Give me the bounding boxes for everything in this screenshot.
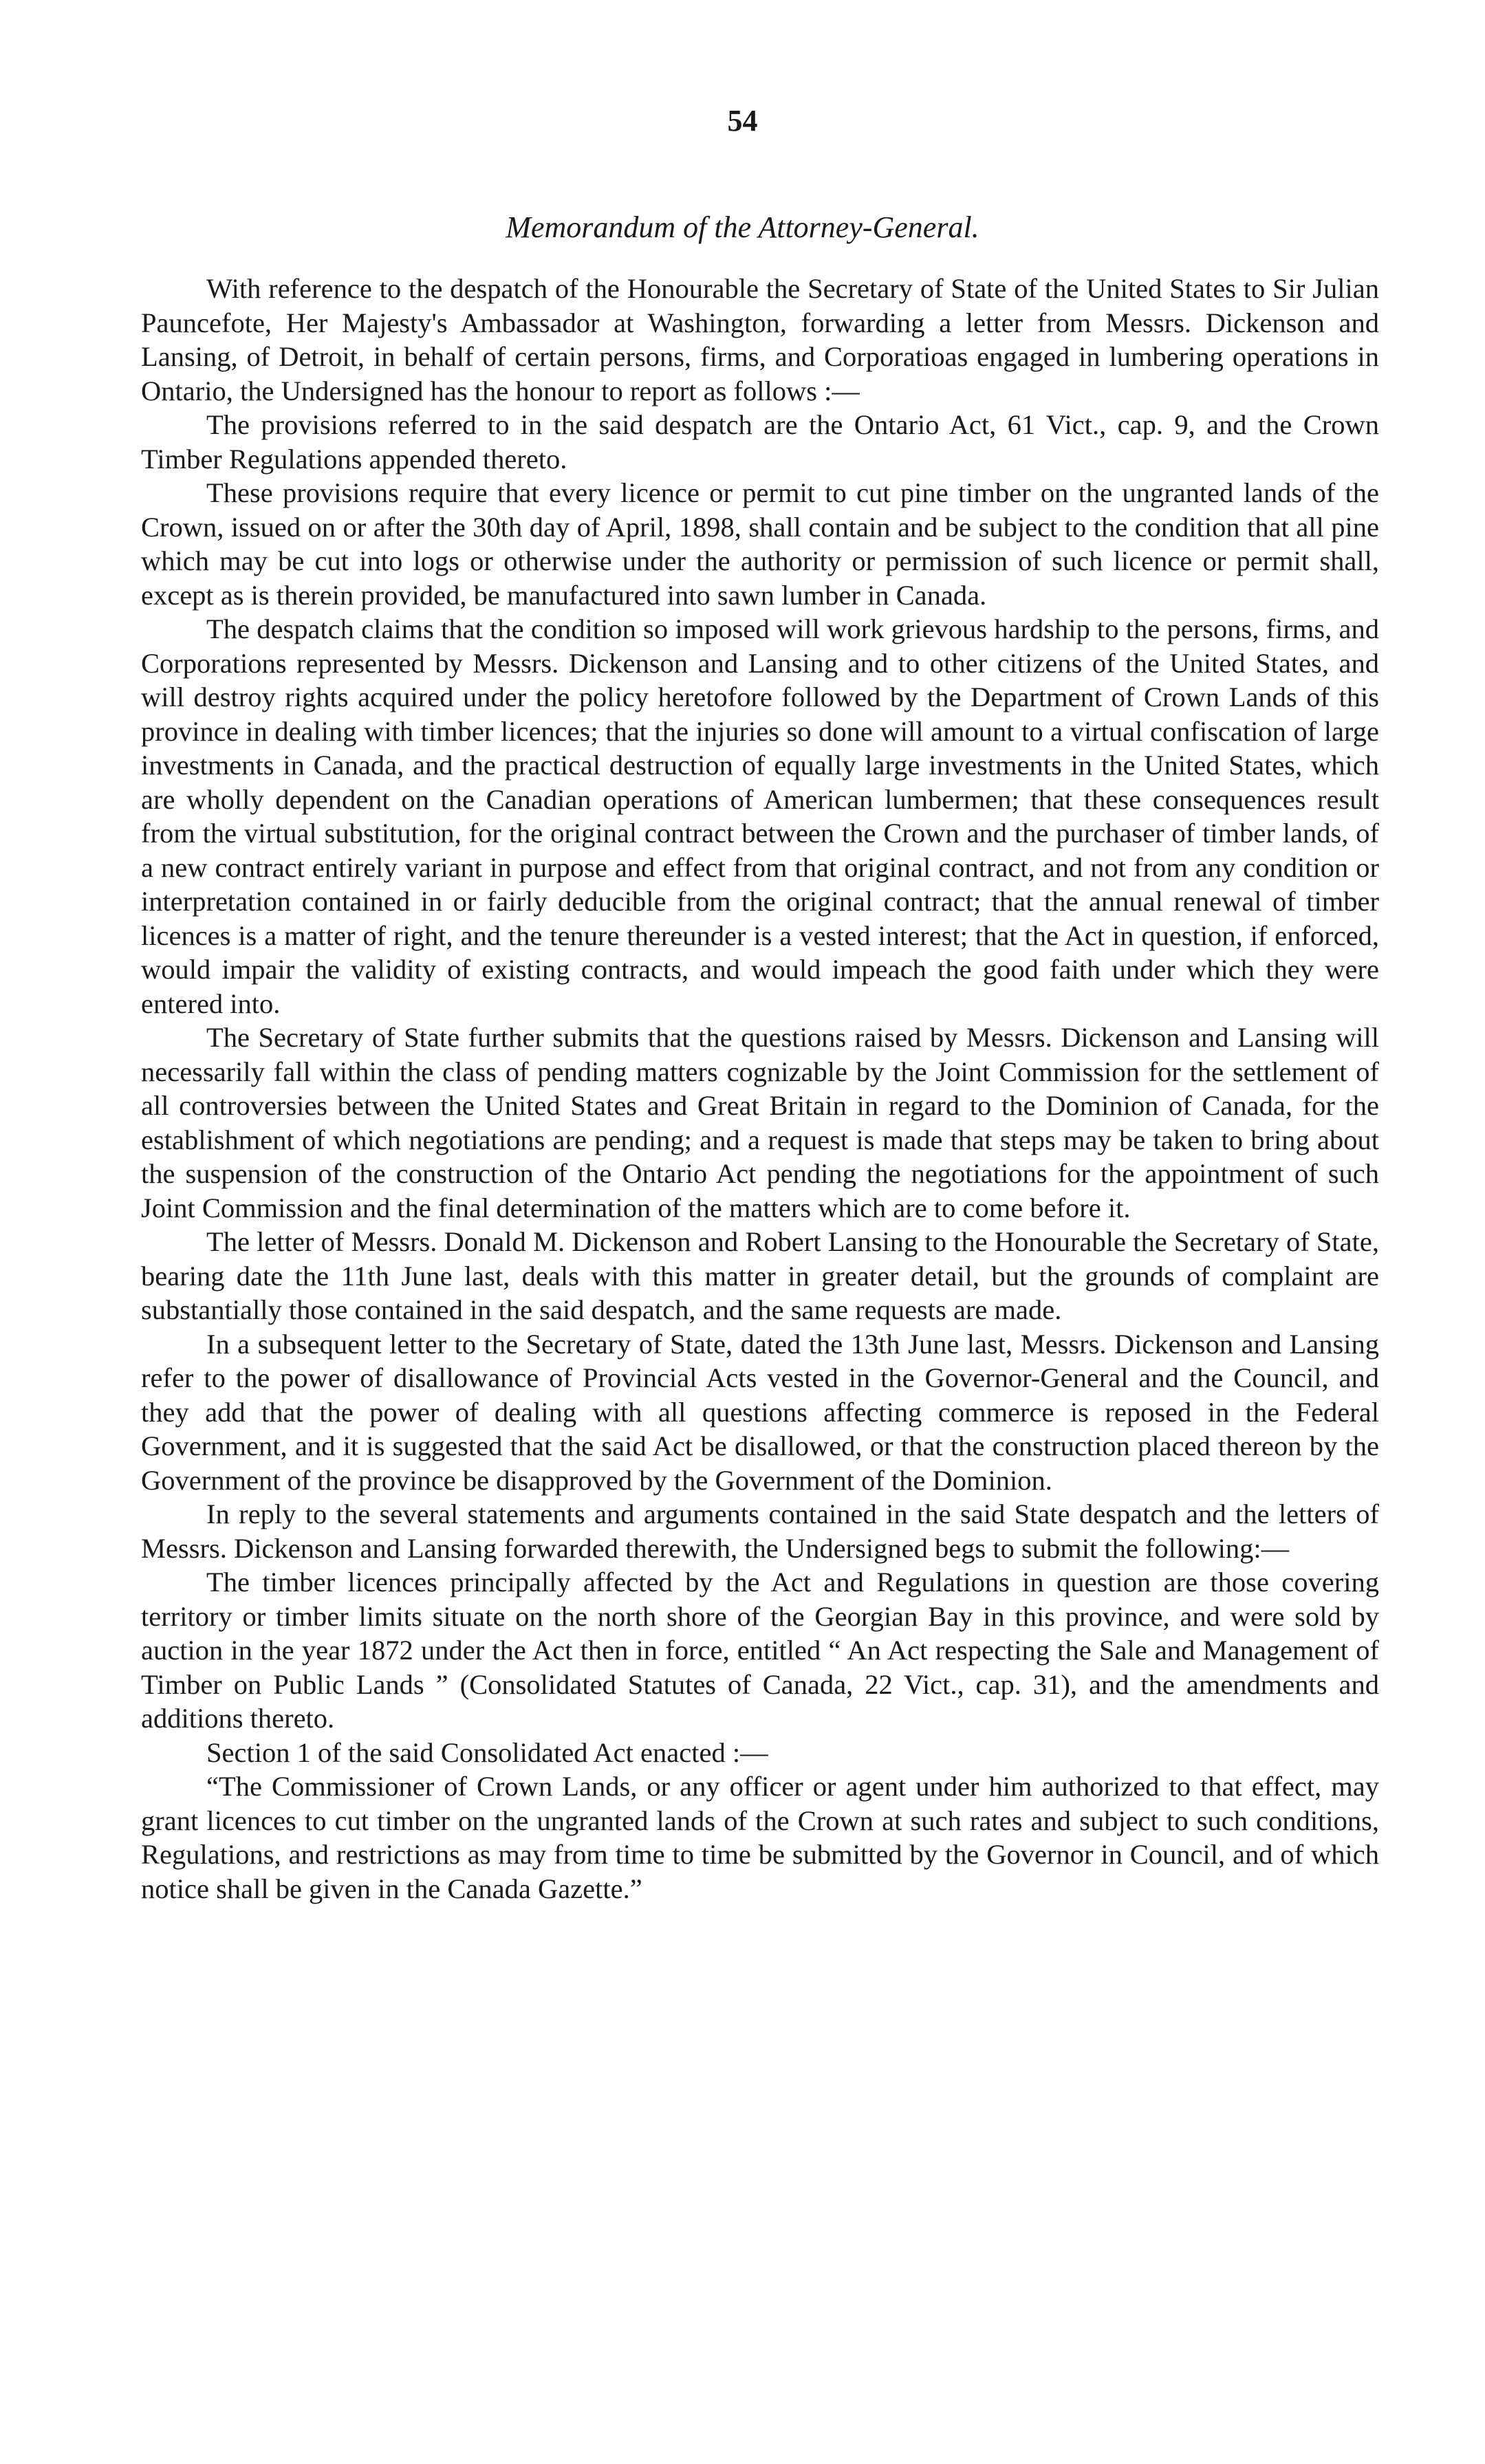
paragraph-joint-commission: The Secretary of State further submits that the questions raised by Messrs. Dickenson and Lansing will necessarily fall within the class of pending matters cognizable by the Joint Commission for the settlement of all controversies between the United States and Great Britain in regard to the Dominion of Canada, for the establishment of which negotiations are pending; and a request is made that steps may be taken to bring about the suspension of the construction of the Ontario Act pending the negotiations for the appointment of such Joint Commission and the final determination of the matters which are to come before it.: [141, 1022, 1379, 1223]
memorandum-heading: Memorandum of the Attorney-General.: [506, 210, 979, 244]
page-number: 54: [727, 104, 758, 138]
paragraph-intro: With reference to the despatch of the Honourable the Secretary of State of the United States to Sir Julian Pauncefote, Her Majesty's Ambassador at Washington, forwarding a letter from Messrs. Dickenson and Lansing, of Detroit, in behalf of certain persons, firms, and Corporatioas engaged in lumbering operations in Ontario, the Undersigned has the honour to report as follows :—: [141, 273, 1379, 406]
paragraph-quoted-enactment: “The Commissioner of Crown Lands, or any officer or agent under him authorized to that effect, may grant licences to cut timber on the ungranted lands of the Crown at such rates and subject to such conditions, Regulations, and restrictions as may from time to time be submitted by the Governor in Council, and of which notice shall be given in the Canada Gazette.”: [141, 1771, 1379, 1904]
paragraph-timber-licences: The timber licences principally affected by the Act and Regulations in question are those covering territory or timber limits situate on the north shore of the Georgian Bay in this province, and were sold by auction in the year 1872 under the Act then in force, entitled “ An Act respecting the Sale and Management of Timber on Public Lands ” (Consolidated Statutes of Canada, 22 Vict., cap. 31), and the amendments and additions thereto.: [141, 1567, 1379, 1734]
paragraph-letter-11th-june: The letter of Messrs. Donald M. Dickenson and Robert Lansing to the Honourable the Secretary of State, bearing date the 11th June last, deals with this matter in greater detail, but the grounds of complaint are substantially those contained in the said despatch, and the same requests are made.: [141, 1226, 1379, 1325]
paragraph-letter-13th-june: In a subsequent letter to the Secretary of State, dated the 13th June last, Messrs. Dickenson and Lansing refer to the power of disallowance of Provincial Acts vested in the Governor-General and the Council, and they add that the power of dealing with all questions affecting commerce is reposed in the Federal Government, and it is suggested that the said Act be disallowed, or that the construction placed thereon by the Government of the province be disapproved by the Government of the Dominion.: [141, 1328, 1379, 1496]
memorandum-body: [141, 272, 1379, 1906]
paragraph-provisions: The provisions referred to in the said despatch are the Ontario Act, 61 Vict., cap. 9, and the Crown Timber Regulations appended thereto.: [141, 409, 1379, 475]
paragraph-requirements: These provisions require that every licence or permit to cut pine timber on the ungranted lands of the Crown, issued on or after the 30th day of April, 1898, shall contain and be subject to the condition that all pine which may be cut into logs or otherwise under the authority or permission of such licence or permit shall, except as is therein provided, be manufactured into sawn lumber in Canada.: [141, 477, 1379, 611]
paragraph-despatch-claims: The despatch claims that the condition so imposed will work grievous hardship to the persons, firms, and Corporations represented by Messrs. Dickenson and Lansing and to other citizens of the United States, and will destroy rights acquired under the policy heretofore followed by the Department of Crown Lands of this province in dealing with timber licences; that the injuries so done will amount to a virtual confiscation of large investments in Canada, and the practical destruction of equally large investments in the United States, which are wholly dependent on the Canadian operations of American lumbermen; that these consequences result from the virtual substitution, for the original contract between the Crown and the purchaser of timber lands, of a new contract entirely variant in purpose and effect from that original contract, and not from any condition or interpretation contained in or fairly deducible from the original contract; that the annual renewal of timber licences is a matter of right, and the tenure thereunder is a vested interest; that the Act in question, if enforced, would impair the validity of existing contracts, and would impeach the good faith under which they were entered into.: [141, 613, 1379, 1019]
paragraph-reply: In reply to the several statements and arguments contained in the said State despatch and the letters of Messrs. Dickenson and Lansing forwarded therewith, the Undersigned begs to submit the following:—: [141, 1498, 1379, 1564]
paragraph-section-1: Section 1 of the said Consolidated Act enacted :—: [206, 1736, 768, 1768]
